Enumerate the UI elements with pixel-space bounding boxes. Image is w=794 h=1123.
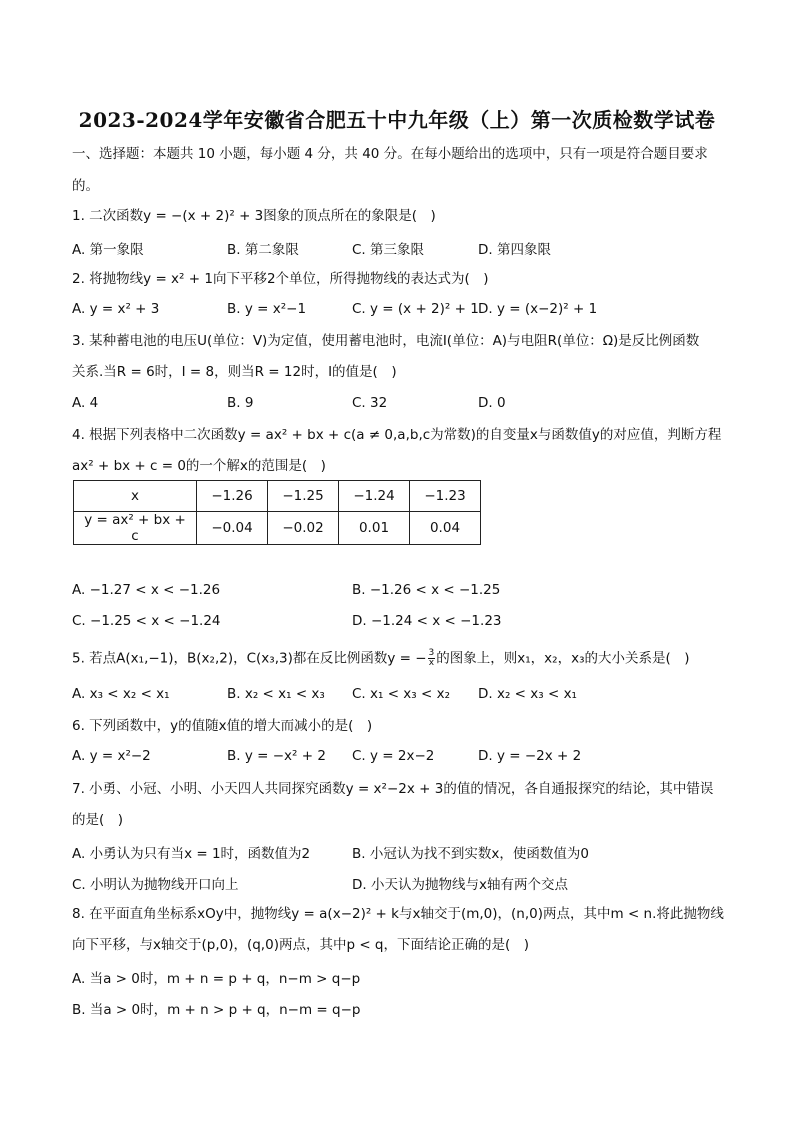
q1-option-b: B. 第二象限 bbox=[227, 242, 299, 258]
q2-stem: 2. 将抛物线y = x² + 1向下平移2个单位，所得抛物线的表达式为( ) bbox=[72, 271, 489, 287]
q5-option-d: D. x₂ < x₃ < x₁ bbox=[478, 686, 577, 702]
q5-option-a: A. x₃ < x₂ < x₁ bbox=[72, 686, 170, 702]
q7-option-b: B. 小冠认为找不到实数x，使函数值为0 bbox=[352, 846, 589, 862]
q4-stem: 4. 根据下列表格中二次函数y = ax² + bx + c(a ≠ 0,a,b,c为常数)的自变量x与函数值y的对应值，判断方程 bbox=[72, 427, 722, 443]
q8-stem: 8. 在平面直角坐标系xOy中，抛物线y = a(x−2)² + k与x轴交于(m,0)，(n,0)两点，其中m < n.将此抛物线 bbox=[72, 906, 724, 922]
q3-stem: 3. 某种蓄电池的电压U(单位：V)为定值，使用蓄电池时，电流I(单位：A)与电阻R(单位：Ω)是反比例函数 bbox=[72, 333, 700, 349]
q5-stem bbox=[72, 649, 690, 668]
q7-option-c: C. 小明认为抛物线开口向上 bbox=[72, 877, 239, 893]
table-cell: −1.23 bbox=[410, 481, 481, 512]
q2-option-c: C. y = (x + 2)² + 1 bbox=[352, 301, 479, 317]
q8-option-b: B. 当a > 0时，m + n > p + q，n−m = q−p bbox=[72, 1002, 361, 1018]
q3-option-c: C. 32 bbox=[352, 395, 388, 411]
q7-stem: 7. 小勇、小冠、小明、小天四人共同探究函数y = x²−2x + 3的值的情况，各自通报探究的结论，其中错误 bbox=[72, 781, 714, 797]
section-heading-cont: 的。 bbox=[72, 178, 99, 194]
q1-option-a: A. 第一象限 bbox=[72, 242, 144, 258]
value-table bbox=[73, 480, 481, 545]
q1-option-d: D. 第四象限 bbox=[478, 242, 551, 258]
table-row bbox=[74, 512, 481, 545]
q4-stem-cont: ax² + bx + c = 0的一个解x的范围是( ) bbox=[72, 458, 326, 474]
table-header-x: x bbox=[74, 481, 197, 512]
q3-option-a: A. 4 bbox=[72, 395, 99, 411]
fraction-denominator: x bbox=[428, 658, 435, 668]
q2-option-a: A. y = x² + 3 bbox=[72, 301, 160, 317]
q7-stem-cont: 的是( ) bbox=[72, 812, 124, 828]
fraction-numerator: 3 bbox=[428, 648, 435, 658]
q7-option-d: D. 小天认为抛物线与x轴有两个交点 bbox=[352, 877, 568, 893]
table-header-y: y = ax² + bx + c bbox=[74, 512, 197, 545]
q2-option-d: D. y = (x−2)² + 1 bbox=[478, 301, 598, 317]
section-heading: 一、选择题：本题共 10 小题，每小题 4 分，共 40 分。在每小题给出的选项中，只有一项是符合题目要求 bbox=[72, 146, 708, 162]
q5-stem-part1: 5. 若点A(x₁,−1)，B(x₂,2)，C(x₃,3)都在反比例函数y = − bbox=[72, 650, 427, 667]
table-cell: −0.04 bbox=[197, 512, 268, 545]
q7-option-a: A. 小勇认为只有当x = 1时，函数值为2 bbox=[72, 846, 311, 862]
q1-option-c: C. 第三象限 bbox=[352, 242, 425, 258]
q4-option-a: A. −1.27 < x < −1.26 bbox=[72, 582, 221, 598]
q6-option-b: B. y = −x² + 2 bbox=[227, 748, 326, 764]
q4-option-b: B. −1.26 < x < −1.25 bbox=[352, 582, 501, 598]
table-row bbox=[74, 481, 481, 512]
q5-option-b: B. x₂ < x₁ < x₃ bbox=[227, 686, 325, 702]
table-cell: −1.25 bbox=[268, 481, 339, 512]
q6-option-d: D. y = −2x + 2 bbox=[478, 748, 582, 764]
fraction bbox=[428, 649, 436, 668]
q1-stem: 1. 二次函数y = −(x + 2)² + 3图象的顶点所在的象限是( ) bbox=[72, 208, 436, 224]
q5-option-c: C. x₁ < x₃ < x₂ bbox=[352, 686, 451, 702]
q6-stem: 6. 下列函数中，y的值随x值的增大而减小的是( ) bbox=[72, 718, 373, 734]
q4-option-c: C. −1.25 < x < −1.24 bbox=[72, 613, 221, 629]
table-cell: 0.01 bbox=[339, 512, 410, 545]
table-cell: 0.04 bbox=[410, 512, 481, 545]
q8-stem-cont: 向下平移，与x轴交于(p,0)，(q,0)两点，其中p < q，下面结论正确的是( ) bbox=[72, 937, 530, 953]
q3-stem-cont: 关系.当R = 6时，I = 8，则当R = 12时，I的值是( ) bbox=[72, 364, 397, 380]
table-cell: −0.02 bbox=[268, 512, 339, 545]
q5-stem-part2: 的图象上，则x₁，x₂，x₃的大小关系是( ) bbox=[436, 650, 690, 667]
page-title: 2023-2024学年安徽省合肥五十中九年级（上）第一次质检数学试卷 bbox=[78, 108, 716, 132]
q8-option-a: A. 当a > 0时，m + n = p + q，n−m > q−p bbox=[72, 971, 361, 987]
q2-option-b: B. y = x²−1 bbox=[227, 301, 307, 317]
q3-option-b: B. 9 bbox=[227, 395, 254, 411]
table-cell: −1.24 bbox=[339, 481, 410, 512]
q3-option-d: D. 0 bbox=[478, 395, 506, 411]
q6-option-a: A. y = x²−2 bbox=[72, 748, 151, 764]
q6-option-c: C. y = 2x−2 bbox=[352, 748, 435, 764]
table-cell: −1.26 bbox=[197, 481, 268, 512]
q4-option-d: D. −1.24 < x < −1.23 bbox=[352, 613, 502, 629]
